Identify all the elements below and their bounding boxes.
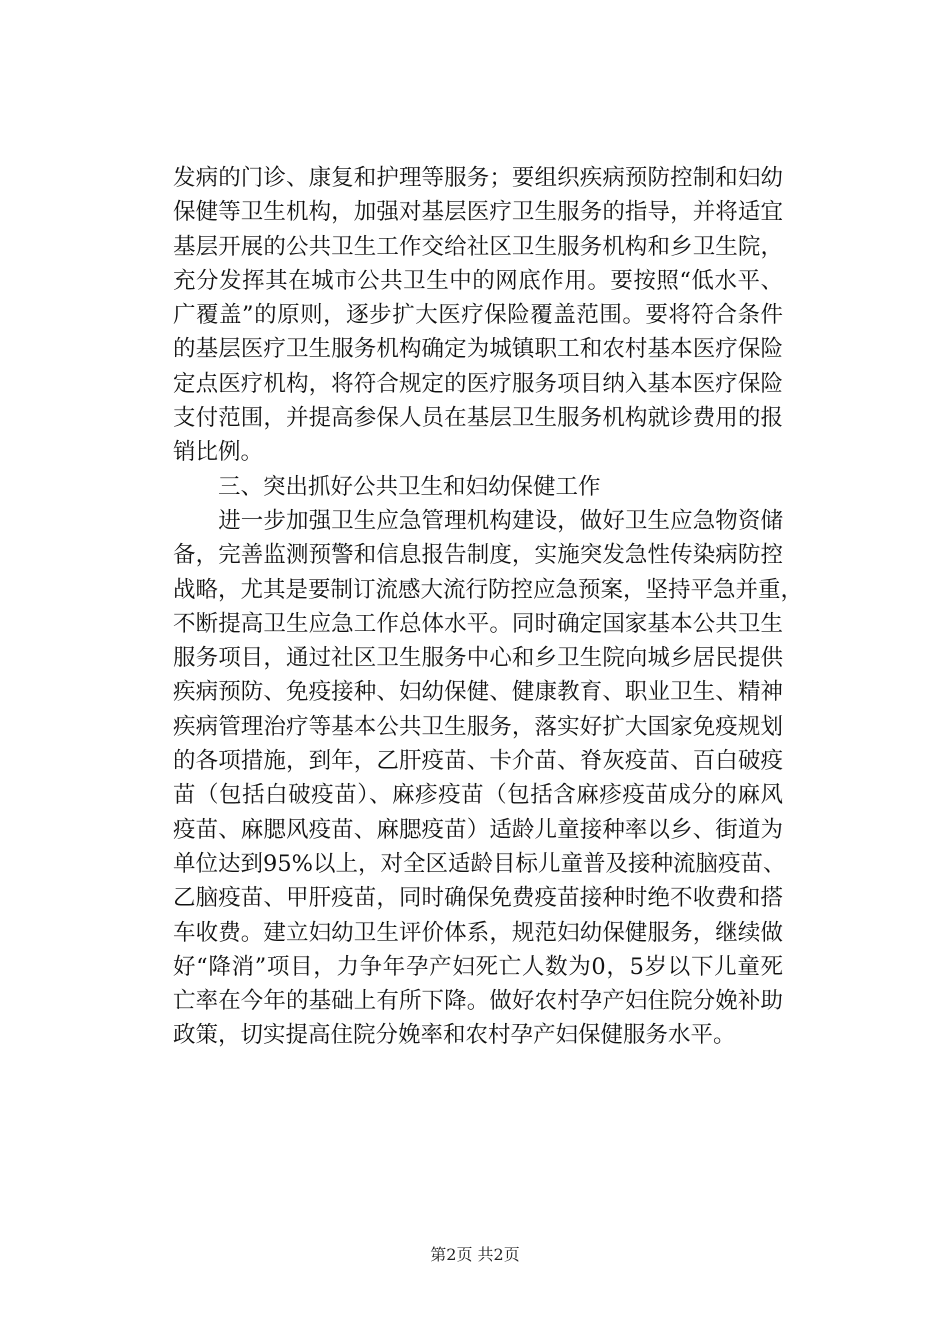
text-line: 发病的门诊、康复和护理等服务；要组织疾病预防控制和妇幼 xyxy=(173,165,783,191)
text-line: 乙脑疫苗、甲肝疫苗，同时确保免费疫苗接种时绝不收费和搭 xyxy=(173,885,783,912)
text-line: 备，完善监测预警和信息报告制度，实施突发急性传染病防控 xyxy=(173,542,783,569)
text-line: 疾病预防、免疫接种、妇幼保健、健康教育、职业卫生、精神 xyxy=(173,679,783,706)
text-line: 的各项措施，到年，乙肝疫苗、卡介苗、脊灰疫苗、百白破疫 xyxy=(173,748,783,775)
text-line: 亡率在今年的基础上有所下降。做好农村孕产妇住院分娩补助 xyxy=(173,988,783,1015)
page-number-footer: 第2页 共2页 xyxy=(430,1245,520,1264)
text-line: 战略，尤其是要制订流感大流行防控应急预案，坚持平急并重， xyxy=(173,576,804,603)
text-line: 疫苗、麻腮风疫苗、麻腮疫苗）适龄儿童接种率以乡、街道为 xyxy=(173,816,783,843)
text-line: 充分发挥其在城市公共卫生中的网底作用。要按照“低水平、 xyxy=(173,267,783,294)
text-line: 单位达到95%以上，对全区适龄目标儿童普及接种流脑疫苗、 xyxy=(173,850,786,877)
document-body xyxy=(173,161,804,1053)
section-heading: 三、突出抓好公共卫生和妇幼保健工作 xyxy=(173,473,601,500)
text-line: 车收费。建立妇幼卫生评价体系，规范妇幼保健服务，继续做 xyxy=(173,919,783,946)
text-line: 疾病管理治疗等基本公共卫生服务，落实好扩大国家免疫规划 xyxy=(173,713,783,740)
text-line: 定点医疗机构，将符合规定的医疗服务项目纳入基本医疗保险 xyxy=(173,370,783,397)
text-line: 保健等卫生机构，加强对基层医疗卫生服务的指导，并将适宜 xyxy=(173,199,783,226)
text-line: 苗（包括白破疫苗）、麻疹疫苗（包括含麻疹疫苗成分的麻风 xyxy=(173,782,783,809)
text-line: 政策，切实提高住院分娩率和农村孕产妇保健服务水平。 xyxy=(173,1022,736,1049)
text-line: 服务项目，通过社区卫生服务中心和乡卫生院向城乡居民提供 xyxy=(173,645,783,672)
text-line: 广覆盖”的原则，逐步扩大医疗保险覆盖范围。要将符合条件 xyxy=(173,302,783,329)
text-line: 销比例。 xyxy=(173,439,264,466)
text-line: 好“降消”项目，力争年孕产妇死亡人数为0，5岁以下儿童死 xyxy=(173,953,783,980)
text-line: 的基层医疗卫生服务机构确定为城镇职工和农村基本医疗保险 xyxy=(173,336,783,363)
text-line: 不断提高卫生应急工作总体水平。同时确定国家基本公共卫生 xyxy=(173,610,783,637)
text-line: 支付范围，并提高参保人员在基层卫生服务机构就诊费用的报 xyxy=(173,405,783,432)
text-line: 基层开展的公共卫生工作交给社区卫生服务机构和乡卫生院， xyxy=(173,233,783,260)
text-line: 进一步加强卫生应急管理机构建设，做好卫生应急物资储 xyxy=(173,507,783,534)
